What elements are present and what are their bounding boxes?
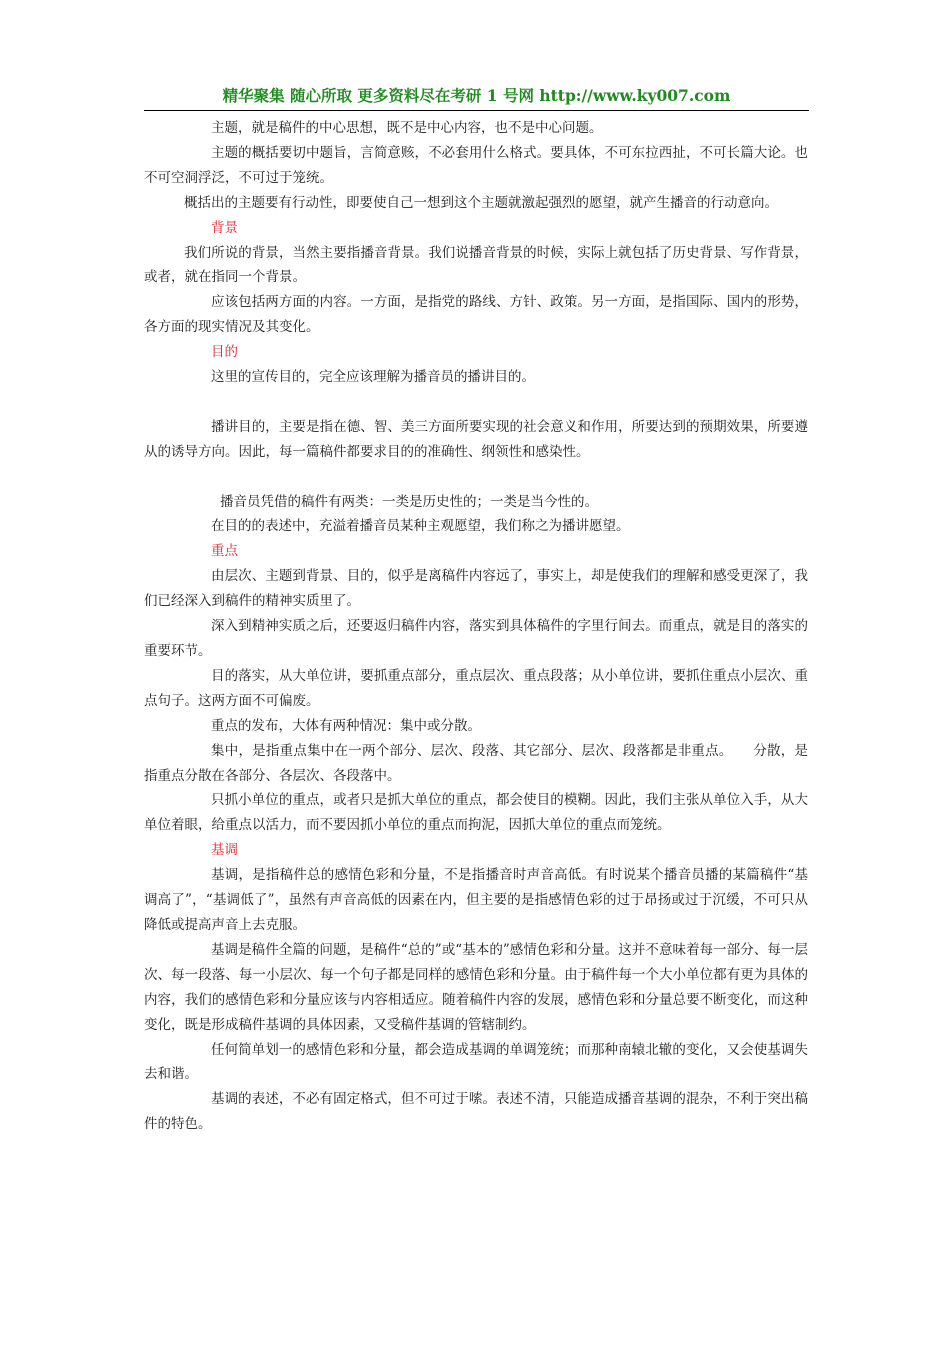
paragraph-tone-expression: 基调的表述，不必有固定格式，但不可过于嗦。表述不清，只能造成播音基调的混杂，不利于突出稿件的特色。 <box>144 1091 808 1133</box>
header-divider <box>144 110 809 111</box>
paragraph-focus-distribution: 重点的发布，大体有两种情况：集中或分散。 <box>211 717 481 734</box>
paragraph-background-meaning: 我们所说的背景，当然主要指播音背景。我们说播音背景的时候，实际上就包括了历史背景、写作背景，或者，就在指同一个背景。 <box>144 244 808 286</box>
paragraph-focus-balance: 只抓小单位的重点，或者只是抓大单位的重点，都会使目的模糊。因此，我们主张从单位入手，从大单位着眼，给重点以活力，而不要因抓小单位的重点而拘泥，因抓大单位的重点而笼统。 <box>144 792 808 834</box>
paragraph-theme-summary: 主题的概括要切中题旨，言简意赅，不必套用什么格式。要具体，不可东拉西扯，不可长篇大论。也不可空洞浮泛，不可过于笼统。 <box>144 144 808 186</box>
paragraph-background-content: 应该包括两方面的内容。一方面，是指党的路线、方针、政策。另一方面，是指国际、国内的形势，各方面的现实情况及其变化。 <box>144 294 808 336</box>
paragraph-purpose-desire: 在目的的表述中，充溢着播音员某种主观愿望，我们称之为播讲愿望。 <box>211 518 630 535</box>
paragraph-focus-depth: 由层次、主题到背景、目的，似乎是离稿件内容远了，事实上，却是使我们的理解和感受更深了，我们已经深入到稿件的精神实质里了。 <box>144 568 808 610</box>
paragraph-purpose-definition: 这里的宣传目的，完全应该理解为播音员的播讲目的。 <box>211 369 535 386</box>
paragraph-focus-units: 目的落实，从大单位讲，要抓重点部分，重点层次、重点段落；从小单位讲，要抓住重点小层次、重点句子。这两方面不可偏废。 <box>144 667 808 709</box>
paragraph-theme-action: 概括出的主题要有行动性，即要使自己一想到这个主题就激起强烈的愿望，就产生播音的行动意向。 <box>184 194 778 211</box>
section-heading-background: 背景 <box>211 219 238 236</box>
page-header: 精华聚集 随心所取 更多资料尽在考研 1 号网 http://www.ky007.com <box>222 86 731 105</box>
paragraph-focus-return: 深入到精神实质之后，还要返归稿件内容，落实到具体稿件的字里行间去。而重点，就是目的落实的重要环节。 <box>144 618 808 659</box>
paragraph-tone-overall: 基调是稿件全篇的问题，是稿件“总的”或“基本的”感情色彩和分量。这并不意味着每一部分、每一层次、每一段落、每一小层次、每一个句子都是同样的感情色彩和分量。由于稿件每一个大小单位都有更为具体的内容，我们的感情色彩和分量应该与内容相适应。随着稿件内容的发展，感情色彩和分量总要不断变化，而这种变化，既是形成稿件基调的具体因素，又受稿件基调的管辖制约。 <box>144 941 808 1033</box>
blank-line <box>144 465 808 490</box>
paragraph-tone-harmony: 任何简单划一的感情色彩和分量，都会造成基调的单调笼统；而那种南辕北辙的变化，又会使基调失去和谐。 <box>144 1041 808 1083</box>
blank-line <box>144 390 808 415</box>
paragraph-focus-concentrate-scatter: 集中，是指重点集中在一两个部分、层次、段落、其它部分、层次、段落都是非重点。 分散，是指重点分散在各部分、各层次、各段落中。 <box>144 742 808 784</box>
section-heading-tone: 基调 <box>211 842 238 859</box>
paragraph-theme-definition: 主题，就是稿件的中心思想，既不是中心内容，也不是中心问题。 <box>211 120 603 136</box>
section-heading-purpose: 目的 <box>211 344 238 361</box>
section-heading-focus: 重点 <box>211 543 238 560</box>
paragraph-tone-definition: 基调，是指稿件总的感情色彩和分量，不是指播音时声音高低。有时说某个播音员播的某篇稿件“基调高了”，“基调低了”，虽然有声音高低的因素在内，但主要的是指感情色彩的过于昂扬或过于沉缓，不可只从降低或提高声音上去克服。 <box>144 867 808 933</box>
paragraph-script-types: 播音员凭借的稿件有两类：一类是历史性的；一类是当今性的。 <box>220 493 598 510</box>
document-body <box>144 116 808 1137</box>
paragraph-purpose-goals: 播讲目的，主要是指在德、智、美三方面所要实现的社会意义和作用，所要达到的预期效果，所要遵从的诱导方向。因此，每一篇稿件都要求目的的准确性、纲领性和感染性。 <box>144 418 808 460</box>
